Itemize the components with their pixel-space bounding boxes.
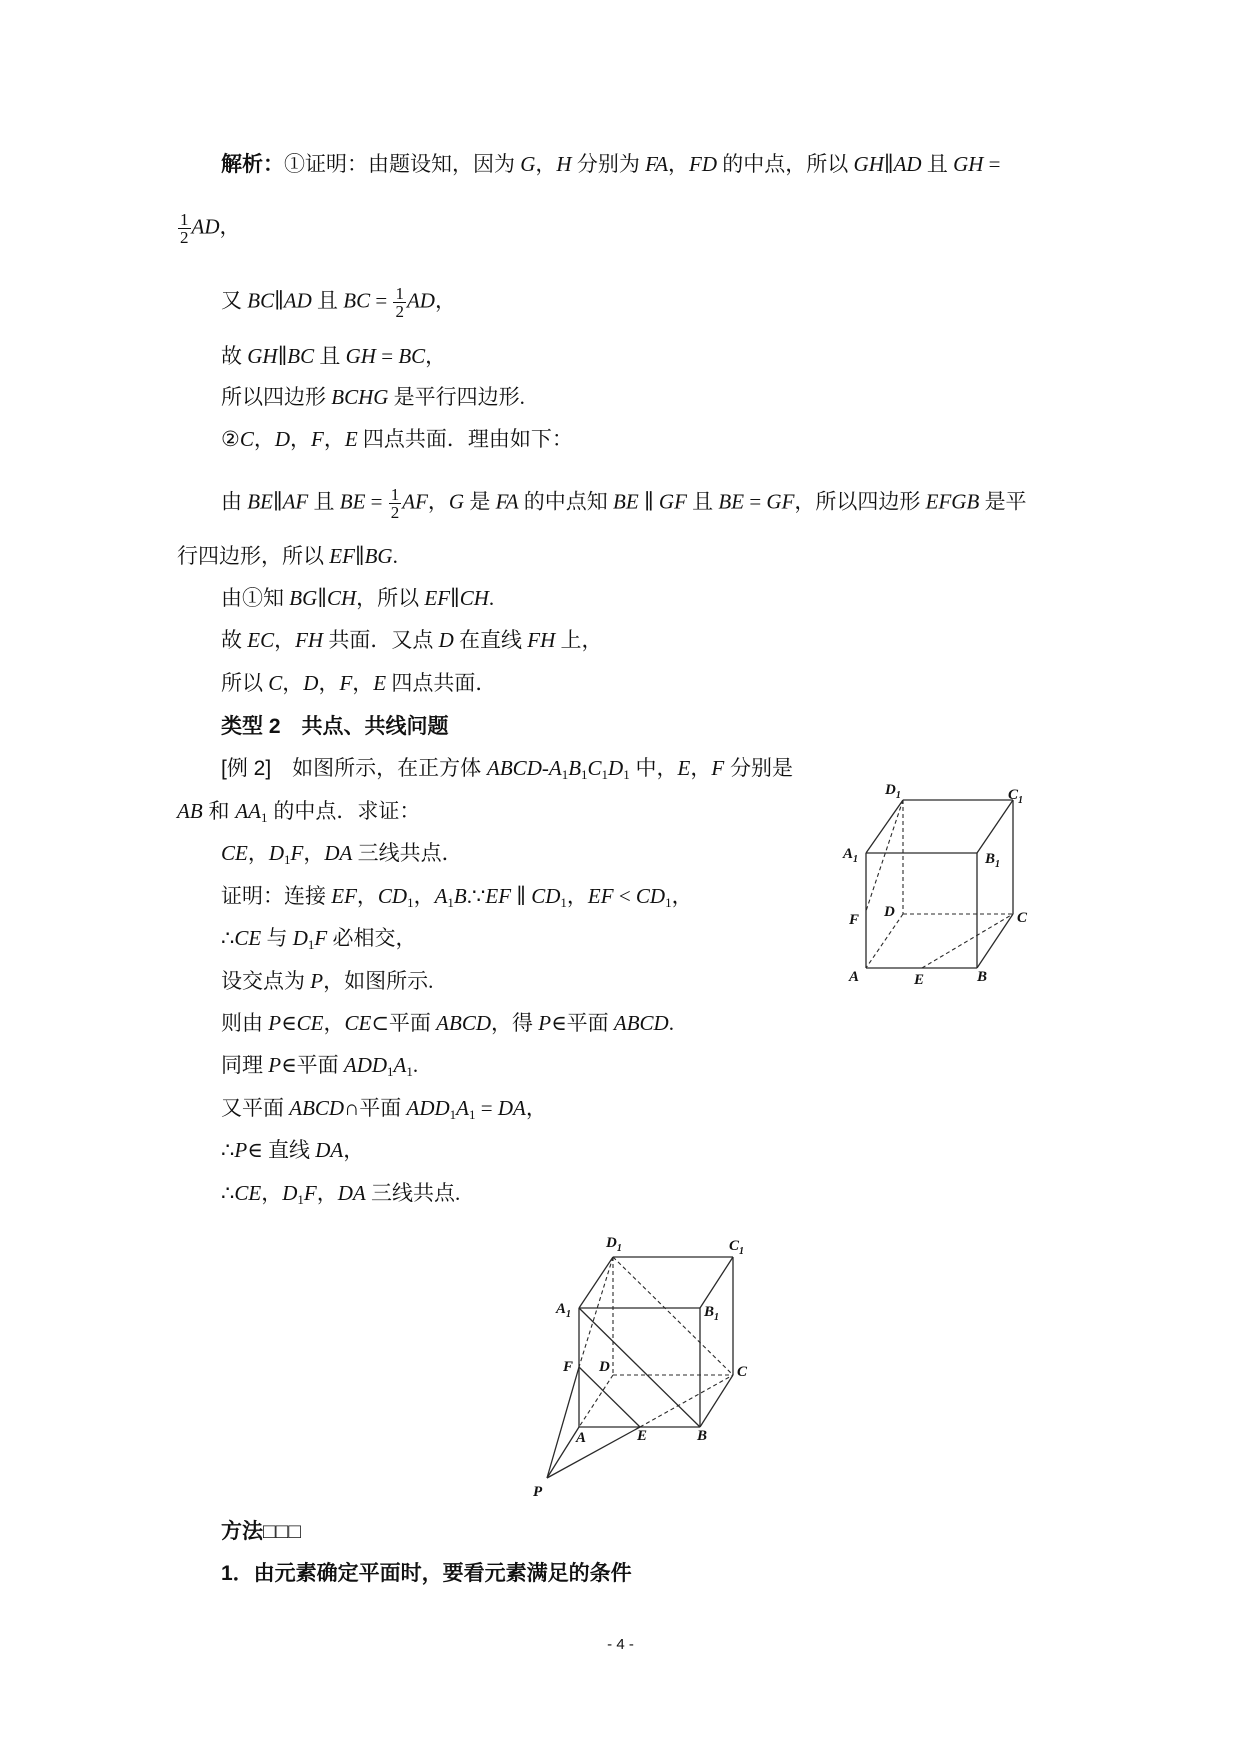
text-segment: 四点共面．理由如下： xyxy=(357,427,573,451)
text-segment: 和 xyxy=(202,800,236,823)
text-segment: ABCD xyxy=(613,1011,669,1035)
text-segment: 设交点为 xyxy=(221,969,311,993)
text-segment: 且 xyxy=(314,344,346,368)
subscript: 1 xyxy=(387,1064,394,1079)
text-segment: ABCD-A xyxy=(487,756,562,780)
fraction-numerator: 1 xyxy=(180,210,189,229)
text-segment: D xyxy=(608,756,624,780)
edge-a1d1 xyxy=(579,1257,613,1308)
text-segment: DA xyxy=(315,1138,344,1162)
text-segment: ， xyxy=(274,628,296,652)
text-segment: 中， xyxy=(629,757,678,780)
text-line xyxy=(177,543,398,569)
hidden-edge-da xyxy=(579,1375,613,1427)
text-segment: 且 xyxy=(686,489,719,514)
text-segment: ，所以 xyxy=(356,586,425,610)
cube-edges xyxy=(866,800,1013,968)
segment-fp xyxy=(547,1367,579,1478)
text-segment: 故 xyxy=(221,628,248,652)
text-line xyxy=(221,1180,460,1206)
text-segment: ， xyxy=(219,214,241,239)
text-segment: = xyxy=(370,288,393,313)
label-b: B xyxy=(697,1428,708,1444)
label-d1: $D_1$ xyxy=(606,1235,622,1254)
text-segment: AD xyxy=(406,288,435,313)
text-segment: ∈平面 xyxy=(551,1011,614,1035)
text-segment: P xyxy=(268,1053,282,1077)
text-segment: ∴ xyxy=(221,926,235,950)
fraction-numerator: 1 xyxy=(390,485,400,504)
text-segment: AB xyxy=(177,799,203,823)
section-heading xyxy=(221,713,449,739)
text-segment: ∴ xyxy=(221,1138,235,1162)
subscript: 1 xyxy=(284,852,291,867)
segment-ec xyxy=(922,914,1013,968)
text-segment: ， xyxy=(323,1011,345,1035)
text-segment: 共面．又点 xyxy=(323,628,439,652)
text-segment: ∥ xyxy=(638,489,659,514)
text-segment: ，所以四边形 xyxy=(794,489,926,514)
text-segment: ， xyxy=(413,884,435,908)
text-segment: ， xyxy=(290,427,312,451)
text-segment: EC xyxy=(247,628,275,652)
text-segment: ， xyxy=(434,288,456,313)
text-segment: ABCD xyxy=(436,1011,491,1035)
text-segment: CE xyxy=(234,926,262,950)
text-segment: ∈平面 xyxy=(281,1053,344,1077)
text-segment: ADD xyxy=(343,1053,388,1077)
method-item xyxy=(221,1560,632,1586)
subscript: 1 xyxy=(407,895,414,910)
text-segment: BE xyxy=(718,489,745,514)
label-c1: $C_1$ xyxy=(729,1238,745,1257)
text-segment: F xyxy=(339,671,353,695)
text-line xyxy=(221,426,573,452)
fraction-denominator: 2 xyxy=(395,302,404,321)
text-segment: ， xyxy=(316,1181,338,1205)
segment-d1f xyxy=(866,800,903,911)
text-segment: CD xyxy=(635,884,666,908)
text-segment: F xyxy=(303,1181,317,1205)
text-segment: 证明： xyxy=(221,885,284,908)
text-line xyxy=(221,968,433,994)
segment-a1b xyxy=(579,1308,700,1427)
text-segment: BE xyxy=(339,489,366,514)
text-segment: DA xyxy=(324,841,353,865)
text-segment: 解析： xyxy=(221,153,284,176)
label-p: P xyxy=(533,1484,543,1500)
label-e: E xyxy=(637,1428,648,1444)
text-segment: CE xyxy=(344,1011,372,1035)
text-segment: = xyxy=(983,152,1001,176)
text-segment: 类型 2 共点、共线问题 xyxy=(221,715,449,738)
text-segment: E xyxy=(677,756,691,780)
text-segment: 所以 xyxy=(221,671,269,695)
solution-heading-line xyxy=(221,151,1001,177)
text-segment: CE xyxy=(296,1011,324,1035)
label-e: E xyxy=(914,972,925,988)
segment-ec xyxy=(640,1375,733,1427)
text-segment: C xyxy=(587,756,602,780)
text-segment: ADD xyxy=(406,1096,450,1120)
text-segment: ， xyxy=(535,152,557,176)
subscript: 1 xyxy=(581,767,588,782)
text-segment: 且 xyxy=(921,152,954,176)
segment-d1f xyxy=(579,1257,613,1367)
text-segment: P xyxy=(538,1011,552,1035)
text-segment: BC xyxy=(398,344,426,368)
text-segment: < xyxy=(613,884,636,908)
text-segment: CD xyxy=(531,884,561,908)
text-segment: 同理 xyxy=(221,1053,269,1077)
text-segment: P xyxy=(310,969,324,993)
text-segment: D xyxy=(268,841,285,865)
text-segment: 行四边形，所以 xyxy=(177,544,330,568)
text-segment: CE xyxy=(234,1181,262,1205)
subscript: 1 xyxy=(449,1107,457,1122)
text-line xyxy=(221,627,603,653)
text-segment: AF xyxy=(402,489,428,514)
subscript: 1 xyxy=(260,810,268,825)
text-segment: C xyxy=(268,671,283,695)
text-segment: 又 xyxy=(221,288,248,313)
text-segment: 方法□□□ xyxy=(221,1520,302,1543)
text-segment: ∩平面 xyxy=(344,1096,407,1120)
text-segment: F xyxy=(314,926,328,950)
text-line xyxy=(221,840,463,866)
text-segment: FA xyxy=(645,152,669,176)
text-segment: . xyxy=(488,586,495,610)
text-segment: 所以四边形 xyxy=(221,385,332,409)
example-statement xyxy=(221,755,793,781)
cube-figure-2 xyxy=(520,1225,760,1510)
cube-edges xyxy=(547,1257,733,1478)
fraction-denominator: 2 xyxy=(180,228,189,247)
label-d: D xyxy=(599,1359,610,1375)
text-segment: 上， xyxy=(555,628,603,652)
fraction-denominator: 2 xyxy=(390,503,400,522)
text-segment: 的中点，所以 xyxy=(717,152,854,176)
text-segment: ， xyxy=(425,344,447,368)
fraction xyxy=(389,486,402,521)
text-segment: = xyxy=(375,344,399,368)
method-heading xyxy=(221,1518,301,1544)
text-segment: 由①知 xyxy=(221,586,290,610)
text-segment: P xyxy=(234,1138,248,1162)
text-segment: 三线共点. xyxy=(365,1181,461,1205)
text-segment: 的中点知 xyxy=(518,489,614,514)
text-segment: ，得 xyxy=(491,1011,539,1035)
edge-cb xyxy=(977,914,1013,968)
edge-c1b1 xyxy=(977,800,1013,853)
text-segment: D xyxy=(282,1181,298,1205)
text-segment: D xyxy=(438,628,454,652)
text-segment: GH∥BC xyxy=(247,344,315,368)
text-segment: FA xyxy=(495,489,519,514)
text-segment: 在直线 xyxy=(453,628,528,652)
text-segment: CD xyxy=(377,884,408,908)
text-segment: 与 xyxy=(261,926,293,950)
text-line xyxy=(221,485,1027,522)
subscript: 1 xyxy=(447,895,454,910)
text-segment: D xyxy=(292,926,308,950)
text-segment: 是 xyxy=(464,489,496,514)
label-c: C xyxy=(1017,910,1028,926)
fraction-numerator: 1 xyxy=(395,284,404,303)
text-line xyxy=(221,585,494,611)
text-segment: H xyxy=(556,152,572,176)
text-segment: BC xyxy=(343,288,371,313)
text-segment: EF∥CH xyxy=(424,586,489,610)
text-segment: 分别为 xyxy=(571,152,646,176)
text-line xyxy=(221,1095,547,1121)
text-line xyxy=(221,1137,364,1163)
text-segment: ∈ xyxy=(281,1011,297,1035)
text-segment: ， xyxy=(318,671,340,695)
fraction xyxy=(393,285,406,320)
text-segment: EF xyxy=(485,884,512,908)
text-segment: D xyxy=(303,671,319,695)
text-segment: F xyxy=(311,427,324,451)
text-segment: GH xyxy=(953,152,984,176)
label-b1: $B_1$ xyxy=(985,851,1001,870)
text-segment: ， xyxy=(343,1138,365,1162)
label-d1: $D_1$ xyxy=(885,782,901,801)
segment-fe xyxy=(579,1367,640,1427)
text-segment: DA xyxy=(337,1181,366,1205)
subscript: 1 xyxy=(665,895,672,910)
text-segment: EF∥BG xyxy=(329,544,393,568)
text-segment: G xyxy=(448,489,465,514)
edge-cb xyxy=(700,1375,733,1427)
text-line xyxy=(221,384,525,410)
text-segment: FD xyxy=(689,152,718,176)
subscript: 1 xyxy=(601,767,609,782)
cube-figure-1 xyxy=(840,775,1040,995)
subscript: 1 xyxy=(560,895,567,910)
text-segment: 且 xyxy=(311,288,344,313)
text-segment: ， xyxy=(303,841,325,865)
text-segment: = xyxy=(744,489,767,514)
text-line xyxy=(221,670,496,696)
label-f: F xyxy=(563,1359,574,1375)
text-segment: 分别是 xyxy=(724,757,794,780)
text-segment: .∵ xyxy=(466,884,486,908)
text-segment: ， xyxy=(352,671,374,695)
text-segment: A xyxy=(434,884,448,908)
label-b: B xyxy=(977,969,988,985)
text-segment: ∥ xyxy=(511,884,532,908)
text-segment: ， xyxy=(253,427,275,451)
text-segment: B xyxy=(453,884,467,908)
text-segment: A xyxy=(393,1053,407,1077)
text-segment: ， xyxy=(690,757,712,780)
text-segment: 1．由元素确定平面时，要看元素满足的条件 xyxy=(221,1562,632,1585)
edge-c1b1 xyxy=(700,1257,733,1308)
text-segment: ， xyxy=(282,671,304,695)
subscript: 1 xyxy=(561,767,569,782)
label-b1: $B_1$ xyxy=(704,1304,720,1323)
label-c: C xyxy=(737,1364,748,1380)
text-segment: 且 xyxy=(308,489,340,514)
text-line xyxy=(221,1052,418,1078)
text-segment: ABCD xyxy=(289,1096,345,1120)
text-segment: ，如图所示. xyxy=(323,969,434,993)
text-segment: ， xyxy=(566,884,588,908)
text-segment: 故 xyxy=(221,344,248,368)
text-segment: ， xyxy=(525,1096,547,1120)
text-segment: D xyxy=(274,427,291,451)
text-segment: BCHG xyxy=(331,385,389,409)
text-segment: ， xyxy=(261,1181,283,1205)
subscript: 1 xyxy=(623,767,630,782)
text-segment: GF xyxy=(766,489,795,514)
text-segment: . xyxy=(668,1011,674,1035)
text-segment: GH xyxy=(345,344,376,368)
text-segment: AD xyxy=(191,214,220,239)
text-segment: E xyxy=(344,427,358,451)
text-segment: CE xyxy=(221,841,248,865)
label-c1: $C_1$ xyxy=(1008,787,1024,806)
text-segment: ， xyxy=(323,427,345,451)
text-segment: F xyxy=(290,841,304,865)
text-segment: ， xyxy=(668,152,690,176)
label-a: A xyxy=(576,1430,587,1446)
text-segment: B xyxy=(568,756,582,780)
text-segment: FH xyxy=(527,628,556,652)
text-line xyxy=(177,210,241,247)
text-segment: BE xyxy=(613,489,639,514)
proof-line xyxy=(221,883,693,909)
text-segment: FH xyxy=(295,628,324,652)
text-segment: ， xyxy=(427,489,449,514)
text-segment: E xyxy=(373,671,387,695)
text-line xyxy=(221,1010,674,1036)
text-segment: 连接 xyxy=(284,884,332,908)
text-segment: BC∥AD xyxy=(247,288,312,313)
text-segment: EF xyxy=(587,884,614,908)
hidden-edge-da xyxy=(866,914,903,968)
text-segment: A xyxy=(456,1096,469,1120)
text-segment: DA xyxy=(497,1096,526,1120)
text-segment: 是平行四边形. xyxy=(388,385,525,409)
text-segment: = xyxy=(475,1096,498,1120)
text-segment: . xyxy=(392,544,398,568)
text-segment: 三线共点． xyxy=(352,841,463,865)
label-f: F xyxy=(849,912,860,928)
text-segment: 又平面 xyxy=(221,1096,290,1120)
text-line xyxy=(221,343,446,369)
text-segment: 的中点．求证： xyxy=(267,800,421,823)
fraction xyxy=(178,211,191,246)
text-segment: . xyxy=(412,1053,419,1077)
subscript: 1 xyxy=(469,1107,476,1122)
text-segment: ② xyxy=(221,427,240,451)
text-segment: ， xyxy=(247,841,269,865)
text-segment: 四点共面． xyxy=(386,671,497,695)
segment-ep xyxy=(547,1427,640,1478)
label-a1: $A_1$ xyxy=(556,1301,572,1320)
text-line xyxy=(177,798,420,824)
text-segment: ∴ xyxy=(221,1181,235,1205)
label-a1: $A_1$ xyxy=(843,846,859,865)
text-segment: AA xyxy=(235,799,261,823)
subscript: 1 xyxy=(297,1192,304,1207)
text-segment: ， xyxy=(356,884,378,908)
text-segment: GF xyxy=(658,489,687,514)
text-segment: C xyxy=(239,427,254,451)
text-segment: [例 2] 如图所示，在正方体 xyxy=(221,757,488,780)
text-segment: ①证明：由题设知，因为 xyxy=(284,152,521,176)
text-segment: 是平 xyxy=(979,489,1027,514)
subscript: 1 xyxy=(307,937,315,952)
text-segment: 则由 xyxy=(221,1011,269,1035)
text-segment: ⊂平面 xyxy=(371,1011,437,1035)
text-segment: BE∥AF xyxy=(247,489,309,514)
label-a: A xyxy=(849,969,860,985)
text-line xyxy=(221,284,456,321)
segment-ap xyxy=(547,1427,579,1478)
text-segment: EFGB xyxy=(925,489,980,514)
page-number: - 4 - xyxy=(607,1636,634,1653)
text-segment: G xyxy=(520,152,536,176)
text-segment: ∈ 直线 xyxy=(247,1138,316,1162)
text-segment: GH∥AD xyxy=(853,152,922,176)
text-segment: = xyxy=(365,489,388,514)
text-segment: F xyxy=(711,756,725,780)
text-segment: BG∥CH xyxy=(289,586,357,610)
text-segment: EF xyxy=(331,884,357,908)
text-segment: ， xyxy=(671,884,693,908)
text-segment: 由 xyxy=(221,489,248,514)
text-segment: P xyxy=(268,1011,282,1035)
edge-a1d1 xyxy=(866,800,903,853)
label-d: D xyxy=(884,904,895,920)
subscript: 1 xyxy=(406,1064,413,1079)
text-segment: 必相交， xyxy=(327,926,417,950)
text-line xyxy=(221,925,416,951)
